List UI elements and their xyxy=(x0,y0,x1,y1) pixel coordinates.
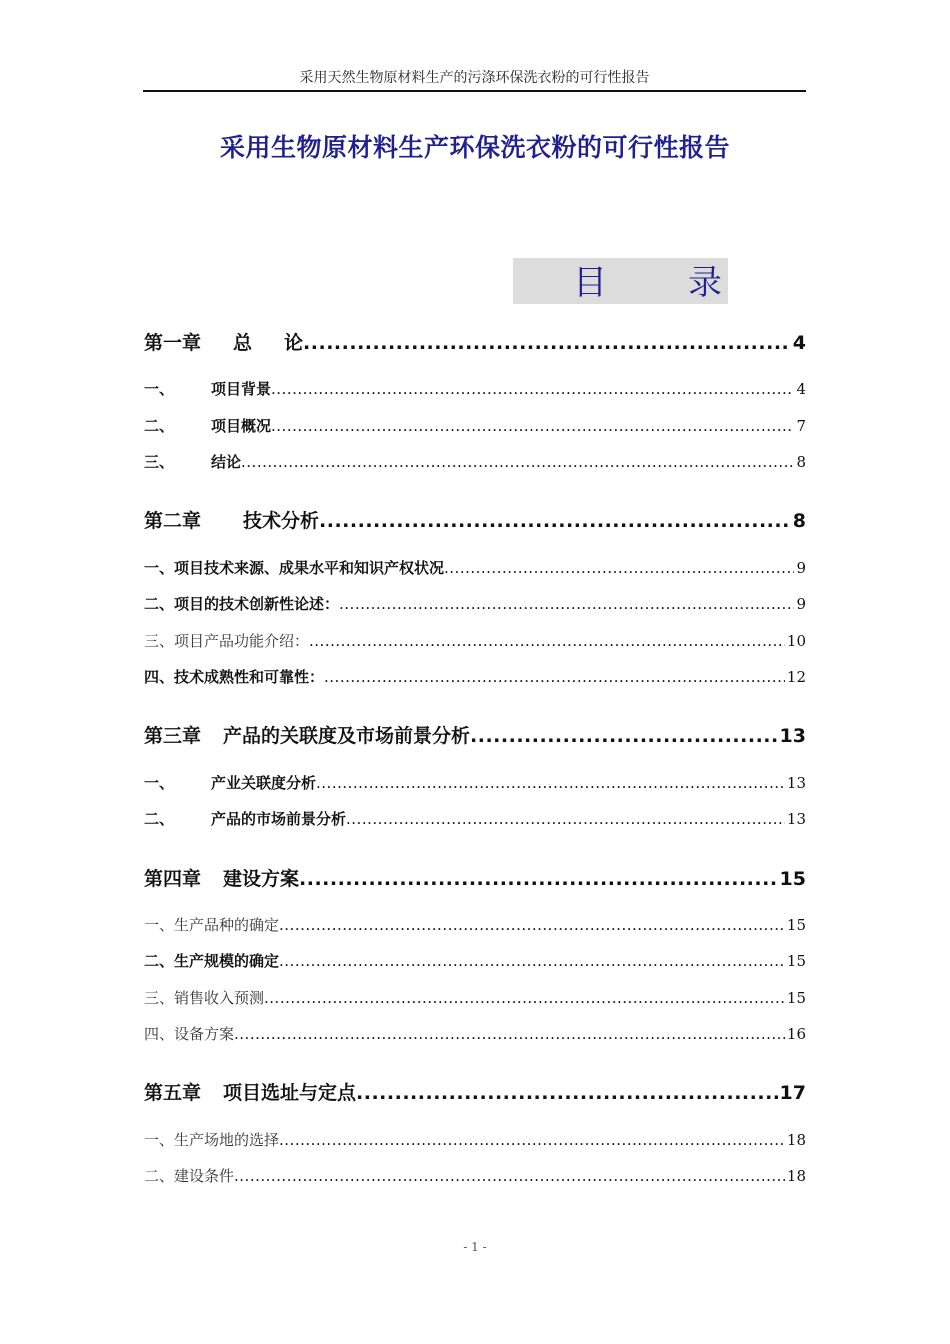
leader-dots xyxy=(309,632,785,650)
toc-heading-box xyxy=(513,258,728,304)
chapter-number: 第五章 xyxy=(144,1082,202,1104)
chapter-number: 第三章 xyxy=(144,725,202,747)
section-title: 一、项目技术来源、成果水平和知识产权状况 xyxy=(144,559,445,577)
leader-dots xyxy=(444,559,794,577)
section-title: 一、生产场地的选择 xyxy=(144,1131,280,1149)
section-title: 结论 xyxy=(211,453,242,471)
toc-chapter-1[interactable] xyxy=(144,328,806,355)
section-title: 三、销售收入预测 xyxy=(144,989,265,1007)
toc-chapter-4[interactable] xyxy=(144,864,806,891)
toc-section-4-2[interactable] xyxy=(144,950,806,971)
page-number: 18 xyxy=(786,1131,806,1149)
leader-dots xyxy=(299,868,778,890)
toc-section-5-1[interactable] xyxy=(144,1129,806,1150)
chapter-title-part-2: 论 xyxy=(284,332,304,354)
page-number: 8 xyxy=(792,510,806,532)
leader-dots xyxy=(339,595,794,613)
section-title: 产业关联度分析 xyxy=(211,774,317,792)
page-number: 15 xyxy=(779,868,806,890)
toc-heading-char-2: 录 xyxy=(688,263,722,303)
running-header: 采用天然生物原材料生产的污涤环保洗衣粉的可行性报告 xyxy=(143,66,806,92)
leader-dots xyxy=(279,916,785,934)
toc-section-1-3[interactable] xyxy=(144,451,806,472)
page-number: 15 xyxy=(786,989,806,1007)
toc-heading xyxy=(513,258,728,304)
toc-chapter-5[interactable] xyxy=(144,1078,806,1105)
leader-dots xyxy=(279,1131,785,1149)
toc-section-4-1[interactable] xyxy=(144,914,806,935)
leader-dots xyxy=(356,1082,778,1104)
page-number: 13 xyxy=(786,774,806,792)
leader-dots xyxy=(271,380,794,398)
leader-dots xyxy=(264,989,785,1007)
page-number: 17 xyxy=(779,1082,806,1104)
section-number: 二、 xyxy=(144,810,175,828)
toc-section-4-3[interactable] xyxy=(144,987,806,1008)
toc-chapter-2[interactable] xyxy=(144,506,806,533)
section-title: 四、设备方案 xyxy=(144,1025,235,1043)
section-title: 二、建设条件 xyxy=(144,1167,235,1185)
section-title: 三、项目产品功能介绍： xyxy=(144,632,310,650)
page-number: 7 xyxy=(796,417,806,435)
page-number: 16 xyxy=(786,1025,806,1043)
toc-section-2-1[interactable] xyxy=(144,557,806,578)
page-number: 4 xyxy=(796,380,806,398)
section-title: 二、生产规模的确定 xyxy=(144,952,280,970)
section-title: 四、技术成熟性和可靠性： xyxy=(144,668,325,686)
leader-dots xyxy=(234,1167,785,1185)
toc-section-1-2[interactable] xyxy=(144,415,806,436)
leader-dots xyxy=(234,1025,785,1043)
chapter-title-part-1: 总 xyxy=(233,332,253,354)
toc-section-3-2[interactable] xyxy=(144,808,806,829)
page-number: 18 xyxy=(786,1167,806,1185)
toc-section-2-3[interactable] xyxy=(144,630,806,651)
page-number: 13 xyxy=(786,810,806,828)
chapter-title: 建设方案 xyxy=(223,868,300,890)
section-title: 一、生产品种的确定 xyxy=(144,916,280,934)
leader-dots xyxy=(271,417,794,435)
toc-section-2-4[interactable] xyxy=(144,666,806,687)
chapter-number: 第一章 xyxy=(144,332,202,354)
chapter-number: 第二章 xyxy=(144,510,202,532)
page-number: 10 xyxy=(786,632,806,650)
page-number: 9 xyxy=(796,559,806,577)
page-number: 9 xyxy=(796,595,806,613)
page-number: 13 xyxy=(779,725,806,747)
section-title: 产品的市场前景分析 xyxy=(211,810,347,828)
leader-dots xyxy=(316,774,785,792)
page-number: 8 xyxy=(796,453,806,471)
page-number: 12 xyxy=(786,668,806,686)
page-number: 15 xyxy=(786,916,806,934)
section-number: 三、 xyxy=(144,453,175,471)
leader-dots xyxy=(319,510,791,532)
section-title: 项目概况 xyxy=(211,417,272,435)
section-number: 一、 xyxy=(144,774,175,792)
chapter-number: 第四章 xyxy=(144,868,202,890)
toc-section-1-1[interactable] xyxy=(144,378,806,399)
toc-heading-char-1: 目 xyxy=(573,263,607,303)
leader-dots xyxy=(241,453,794,471)
chapter-title: 项目选址与定点 xyxy=(223,1082,357,1104)
section-title: 二、项目的技术创新性论述： xyxy=(144,595,340,613)
chapter-title: 产品的关联度及市场前景分析 xyxy=(223,725,471,747)
toc-section-3-1[interactable] xyxy=(144,772,806,793)
leader-dots xyxy=(470,725,778,747)
document-title: 采用生物原材料生产环保洗衣粉的可行性报告 xyxy=(219,133,730,162)
chapter-title: 技术分析 xyxy=(243,510,320,532)
section-number: 二、 xyxy=(144,417,175,435)
toc-section-5-2[interactable] xyxy=(144,1165,806,1186)
section-number: 一、 xyxy=(144,380,175,398)
section-title: 项目背景 xyxy=(211,380,272,398)
toc-chapter-3[interactable] xyxy=(144,721,806,748)
page-number: 15 xyxy=(786,952,806,970)
page-number: 4 xyxy=(792,332,806,354)
leader-dots xyxy=(279,952,785,970)
leader-dots xyxy=(324,668,785,686)
page-footer-number: - 1 - xyxy=(463,1240,487,1254)
leader-dots xyxy=(346,810,785,828)
toc-section-2-2[interactable] xyxy=(144,593,806,614)
toc-section-4-4[interactable] xyxy=(144,1023,806,1044)
leader-dots xyxy=(303,332,791,354)
